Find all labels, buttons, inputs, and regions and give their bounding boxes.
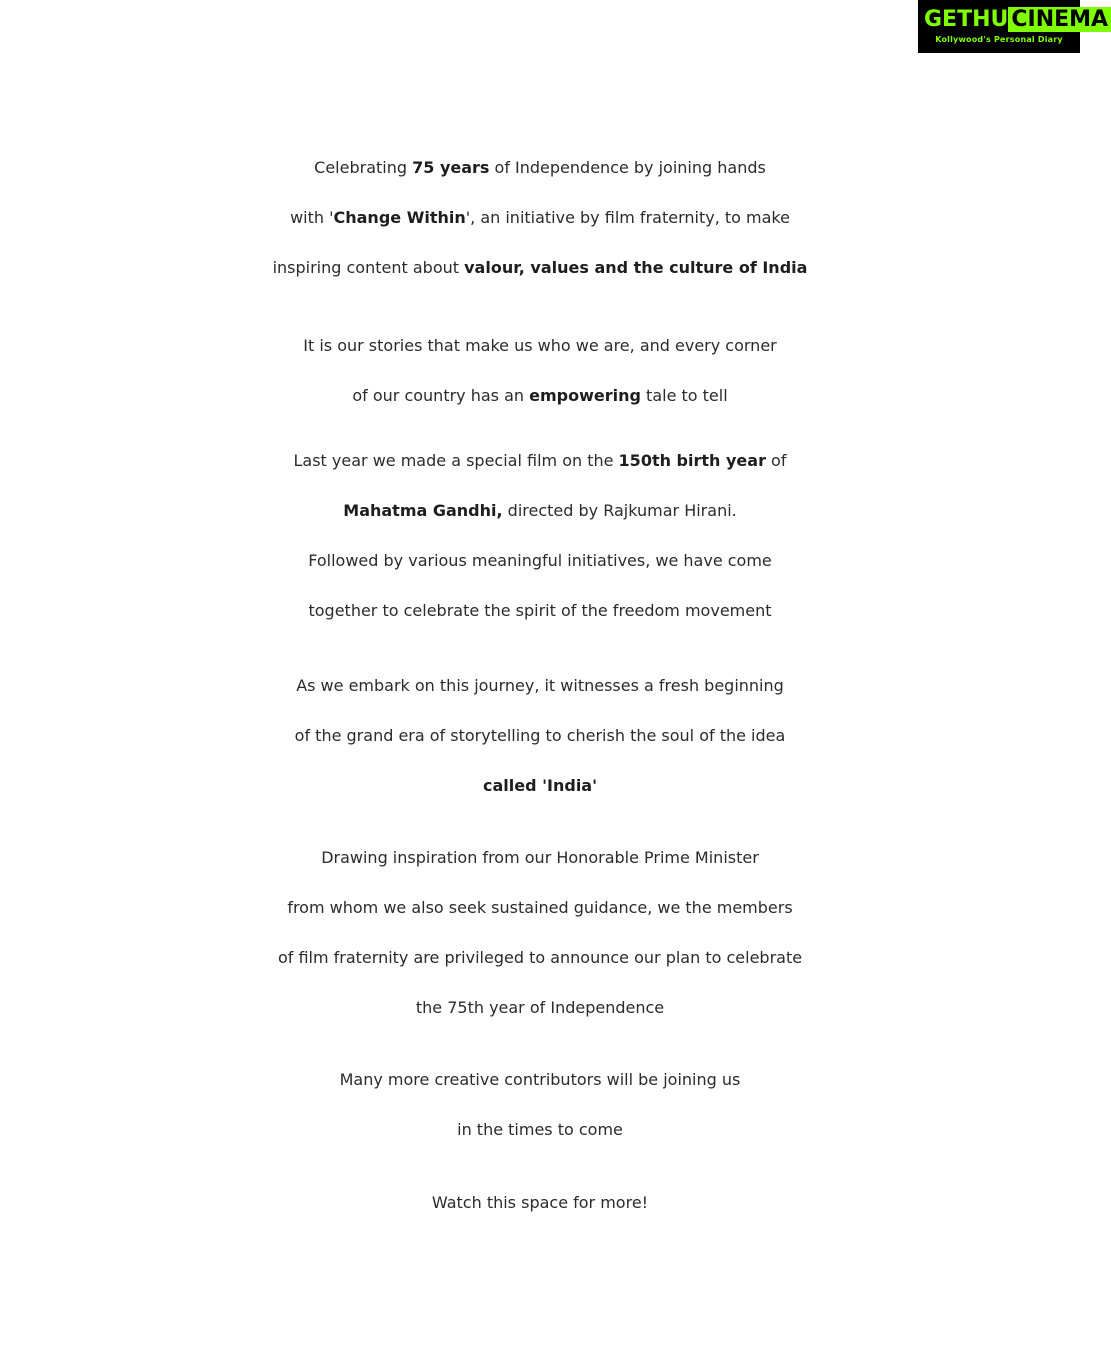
text-span: directed by Rajkumar Hirani. xyxy=(502,501,737,520)
text-span: ', an initiative by film fraternity, to make xyxy=(465,208,790,227)
text-line xyxy=(0,376,1080,416)
watermark-brand-part2: CINEMA xyxy=(1008,7,1111,32)
watermark-brand-part1: GETHU xyxy=(924,7,1009,32)
text-line xyxy=(0,591,1080,631)
text-span: of the grand era of storytelling to cherish the soul of the idea xyxy=(294,726,786,745)
text-span: Celebrating xyxy=(314,158,413,177)
text-span: As we embark on this journey, it witnesses a fresh beginning xyxy=(296,676,784,695)
text-line xyxy=(0,148,1080,188)
emphasis-text: 150th birth year xyxy=(618,451,766,470)
text-span: of Independence by joining hands xyxy=(489,158,766,177)
emphasis-text: called 'India' xyxy=(483,776,597,795)
emphasis-text: valour, values and the culture of India xyxy=(464,258,808,277)
text-span: in the times to come xyxy=(457,1120,623,1139)
text-span: of xyxy=(765,451,787,470)
text-line xyxy=(0,491,1080,531)
emphasis-text: empowering xyxy=(529,386,641,405)
text-line xyxy=(0,988,1080,1028)
text-span: of our country has an xyxy=(352,386,530,405)
text-line xyxy=(0,1060,1080,1100)
text-span: Last year we made a special film on the xyxy=(293,451,619,470)
text-line xyxy=(0,1110,1080,1150)
text-line xyxy=(0,1183,1080,1223)
text-line xyxy=(0,938,1080,978)
text-line xyxy=(0,838,1080,878)
emphasis-text: 75 years xyxy=(412,158,490,177)
text-span: Watch this space for more! xyxy=(431,1193,649,1212)
text-span: of film fraternity are privileged to announce our plan to celebrate xyxy=(277,948,803,967)
text-span: inspiring content about xyxy=(272,258,465,277)
emphasis-text: Mahatma Gandhi, xyxy=(343,501,503,520)
text-span: tale to tell xyxy=(640,386,728,405)
watermark-tagline: Kollywood's Personal Diary xyxy=(935,35,1063,44)
text-span: the 75th year of Independence xyxy=(415,998,665,1017)
text-span: Followed by various meaningful initiatives, we have come xyxy=(308,551,772,570)
text-line xyxy=(0,248,1080,288)
text-line xyxy=(0,198,1080,238)
text-line xyxy=(0,326,1080,366)
text-line xyxy=(0,541,1080,581)
emphasis-text: Change Within xyxy=(333,208,466,227)
text-span: from whom we also seek sustained guidance, we the members xyxy=(287,898,793,917)
text-line xyxy=(0,766,1080,806)
text-span: together to celebrate the spirit of the freedom movement xyxy=(308,601,772,620)
text-span: It is our stories that make us who we are, and every corner xyxy=(303,336,777,355)
watermark-brand xyxy=(924,7,1109,33)
text-line xyxy=(0,716,1080,756)
text-span: Drawing inspiration from our Honorable Prime Minister xyxy=(321,848,759,867)
watermark-logo xyxy=(918,0,1109,53)
text-span: Many more creative contributors will be joining us xyxy=(339,1070,741,1089)
text-span: with ' xyxy=(290,208,334,227)
text-line xyxy=(0,441,1080,481)
text-line xyxy=(0,666,1080,706)
text-line xyxy=(0,888,1080,928)
